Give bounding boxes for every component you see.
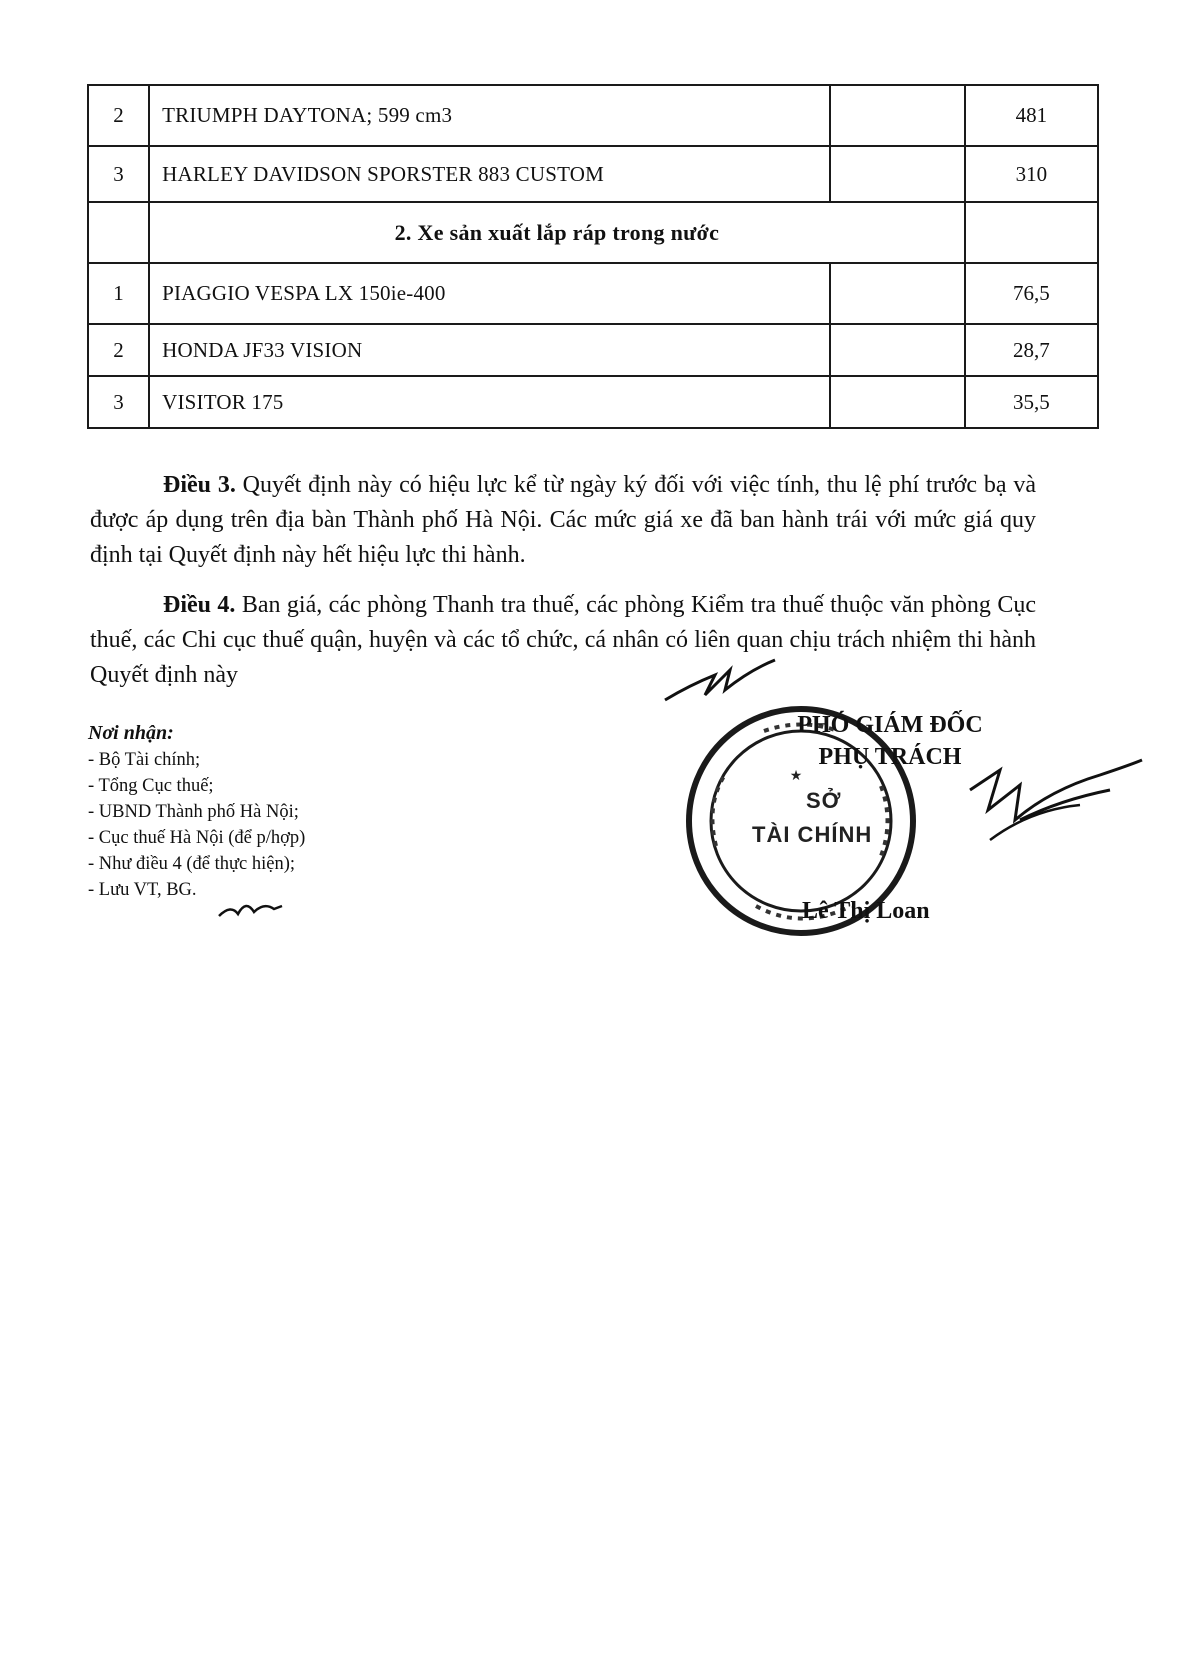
article-label: Điều 3.: [163, 472, 236, 498]
vehicle-price: 481: [965, 85, 1098, 146]
signer-title: PHÓ GIÁM ĐỐC: [797, 712, 983, 738]
initials-scribble: [216, 894, 286, 924]
table-row: [88, 263, 1098, 324]
empty-cell: [830, 324, 964, 376]
row-number: 3: [88, 376, 149, 428]
vehicle-price: 76,5: [965, 263, 1098, 324]
vehicle-name: PIAGGIO VESPA LX 150ie-400: [149, 263, 830, 324]
recipient-item: - Bộ Tài chính;: [88, 750, 201, 770]
empty-cell: [830, 146, 964, 202]
svg-text:★: ★: [789, 769, 803, 784]
signature-scribble: [960, 750, 1150, 860]
row-number: 3: [88, 146, 149, 202]
table-row: [88, 376, 1098, 428]
recipients-block: [88, 722, 508, 903]
vehicle-price-table: [87, 84, 1099, 429]
article-text: Quyết định này có hiệu lực kể từ ngày ký đối với việc tính, thu lệ phí trước bạ và được áp dụng trên địa bàn Thành phố Hà Nội. Các mức giá xe đã ban hành trái với mức giá quy định tại Quyết định này hết hiệu lực thi hành.: [90, 472, 1037, 568]
section-row: [88, 202, 1098, 263]
recipient-item: - UBND Thành phố Hà Nội;: [88, 802, 299, 822]
table-row: [88, 324, 1098, 376]
initials-scribble: [660, 655, 780, 715]
recipient-item: - Tổng Cục thuế;: [88, 776, 214, 796]
vehicle-name: HONDA JF33 VISION: [149, 324, 830, 376]
recipient-item: - Như điều 4 (để thực hiện);: [88, 854, 296, 874]
empty-cell: [830, 85, 964, 146]
row-number: 2: [88, 85, 149, 146]
recipient-item: - Lưu VT, BG.: [88, 880, 197, 900]
vehicle-price: 35,5: [965, 376, 1098, 428]
recipients-title: Nơi nhận:: [88, 722, 174, 744]
empty-cell: [88, 202, 149, 263]
stamp-text: TÀI CHÍNH: [752, 822, 873, 847]
vehicle-name: HARLEY DAVIDSON SPORSTER 883 CUSTOM: [149, 146, 830, 202]
section-title: 2. Xe sản xuất lắp ráp trong nước: [149, 202, 965, 263]
row-number: 2: [88, 324, 149, 376]
article-3: [90, 468, 1036, 573]
recipient-item: - Cục thuế Hà Nội (để p/hợp): [88, 828, 306, 848]
article-4: [90, 588, 1036, 693]
empty-cell: [830, 376, 964, 428]
signer-name: Lê Thị Loan: [802, 898, 930, 924]
table-row: [88, 85, 1098, 146]
vehicle-name: VISITOR 175: [149, 376, 830, 428]
stamp-text: SỞ: [806, 788, 842, 813]
vehicle-price: 28,7: [965, 324, 1098, 376]
article-label: Điều 4.: [163, 592, 236, 618]
vehicle-name: TRIUMPH DAYTONA; 599 cm3: [149, 85, 830, 146]
signer-title: PHỤ TRÁCH: [818, 744, 962, 770]
vehicle-price: 310: [965, 146, 1098, 202]
empty-cell: [965, 202, 1098, 263]
article-text: Ban giá, các phòng Thanh tra thuế, các phòng Kiểm tra thuế thuộc văn phòng Cục thuế, các Chi cục thuế quận, huyện và các tổ chức, cá nhân có liên quan chịu trách nhiệm thi hành Quyết định này: [90, 592, 1037, 688]
table-row: [88, 146, 1098, 202]
empty-cell: [830, 263, 964, 324]
row-number: 1: [88, 263, 149, 324]
